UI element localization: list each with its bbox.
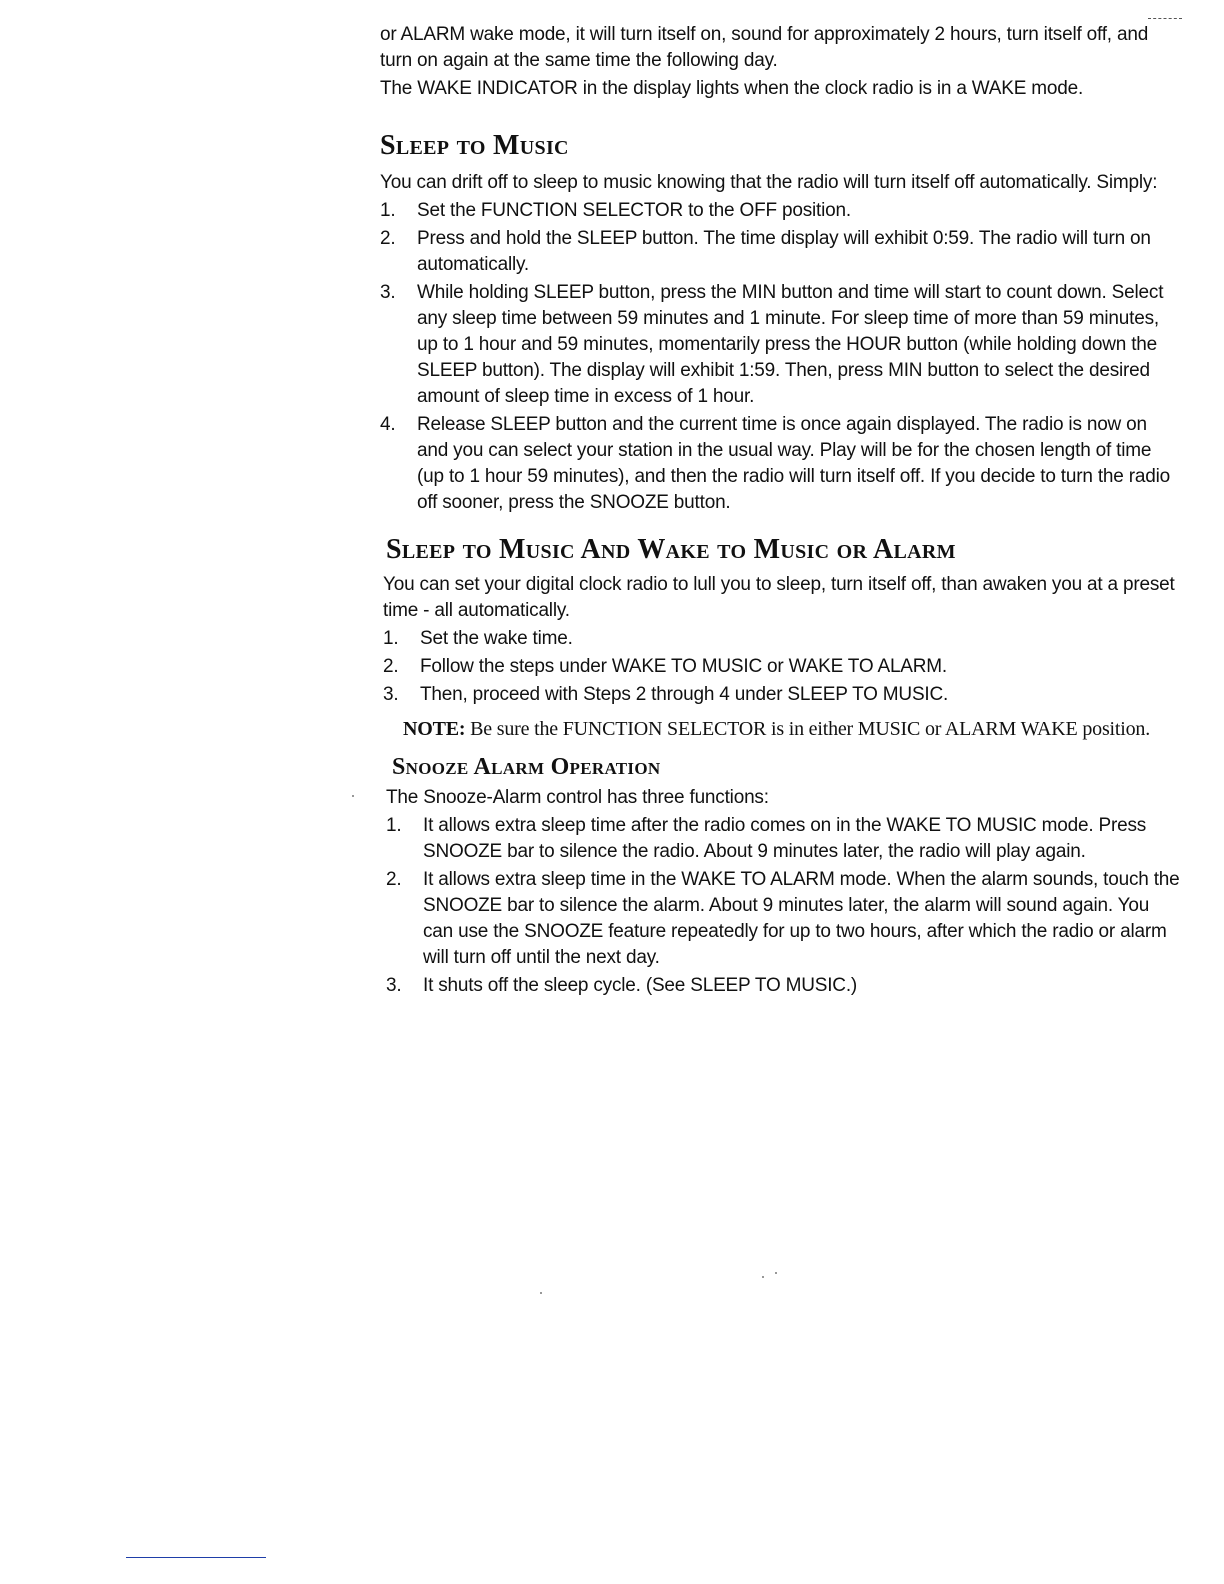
step-number: 2. (386, 869, 402, 890)
step-text: It allows extra sleep time in the WAKE TO ALARM mode. When the alarm sounds, touch the SNOOZE bar to silence the alarm. About 9 minutes later, the alarm will sound again. You can use the SNOOZE feature repeatedly for up to two hours, after which the radio or alarm will turn off until the next day. (423, 869, 1180, 968)
step-number: 2. (383, 656, 399, 677)
step-text: It shuts off the sleep cycle. (See SLEEP TO MUSIC.) (423, 975, 858, 996)
intro-section (380, 22, 1180, 102)
steps-list (386, 813, 1180, 999)
scan-speck (762, 1276, 764, 1278)
list-item (380, 280, 1180, 410)
step-text: Press and hold the SLEEP button. The time display will exhibit 0:59. The radio will turn on automatically. (417, 228, 1151, 275)
snooze-section (386, 753, 1180, 999)
step-text: Follow the steps under WAKE TO MUSIC or WAKE TO ALARM. (420, 656, 948, 677)
section-intro: You can set your digital clock radio to lull you to sleep, turn itself off, than awaken you at a preset time - all automatically. (383, 574, 1175, 621)
section-heading: Snooze Alarm Operation (392, 754, 661, 780)
note-paragraph (403, 716, 1163, 743)
list-item (380, 198, 1180, 224)
step-number: 3. (383, 684, 399, 705)
scan-mark (1148, 18, 1182, 19)
list-item (386, 813, 1180, 865)
step-number: 1. (380, 200, 396, 221)
section-heading: Sleep to Music And Wake to Music or Alarm (386, 534, 956, 565)
steps-list (383, 626, 1180, 708)
list-item (386, 973, 1180, 999)
step-number: 3. (386, 975, 402, 996)
intro-paragraph-2: The WAKE INDICATOR in the display lights when the clock radio is in a WAKE mode. (380, 78, 1084, 99)
scan-speck (352, 795, 354, 797)
step-text: While holding SLEEP button, press the MIN button and time will start to count down. Select any sleep time between 59 minutes and 1 minute. For sleep time of more than 59 minutes, up to 1 hour and 59 minutes, momentarily press the HOUR button (while holding down the SLEEP button). The display will exhibit 1:59. Then, press MIN button to select the desired amount of sleep time in excess of 1 hour. (417, 282, 1164, 407)
step-text: Set the FUNCTION SELECTOR to the OFF position. (417, 200, 851, 221)
step-text: Set the wake time. (420, 628, 573, 649)
step-text: It allows extra sleep time after the radio comes on in the WAKE TO MUSIC mode. Press SNOOZE bar to silence the radio. About 9 minutes later, the radio will play again. (423, 815, 1147, 862)
step-number: 1. (386, 815, 402, 836)
section-intro: The Snooze-Alarm control has three functions: (386, 787, 769, 808)
note-label: NOTE: (403, 718, 466, 740)
list-item (380, 412, 1180, 516)
page-content (380, 22, 1180, 999)
step-number: 2. (380, 228, 396, 249)
scan-speck (540, 1292, 542, 1294)
intro-paragraph-1: or ALARM wake mode, it will turn itself on, sound for approximately 2 hours, turn itself off, and turn on again at the same time the following day. (380, 24, 1149, 71)
scan-speck (775, 1272, 777, 1274)
section-heading: Sleep to Music (380, 130, 569, 161)
list-item (383, 654, 1180, 680)
list-item (380, 226, 1180, 278)
step-text: Then, proceed with Steps 2 through 4 under SLEEP TO MUSIC. (420, 684, 949, 705)
list-item (383, 682, 1180, 708)
list-item (383, 626, 1180, 652)
list-item (386, 867, 1180, 971)
step-number: 4. (380, 414, 396, 435)
step-number: 3. (380, 282, 396, 303)
step-number: 1. (383, 628, 399, 649)
steps-list (380, 198, 1180, 516)
step-text: Release SLEEP button and the current time is once again displayed. The radio is now on and you can select your station in the usual way. Play will be for the chosen length of time (up to 1 hour 59 minutes), and then the radio will turn itself off. If you decide to turn the radio off sooner, press the SNOOZE button. (417, 414, 1170, 513)
footer-rule (126, 1557, 266, 1558)
sleep-and-wake-section (383, 534, 1180, 743)
section-intro: You can drift off to sleep to music knowing that the radio will turn itself off automatically. Simply: (380, 172, 1158, 193)
note-text: Be sure the FUNCTION SELECTOR is in either MUSIC or ALARM WAKE position. (465, 718, 1150, 740)
sleep-to-music-section (380, 130, 1180, 516)
